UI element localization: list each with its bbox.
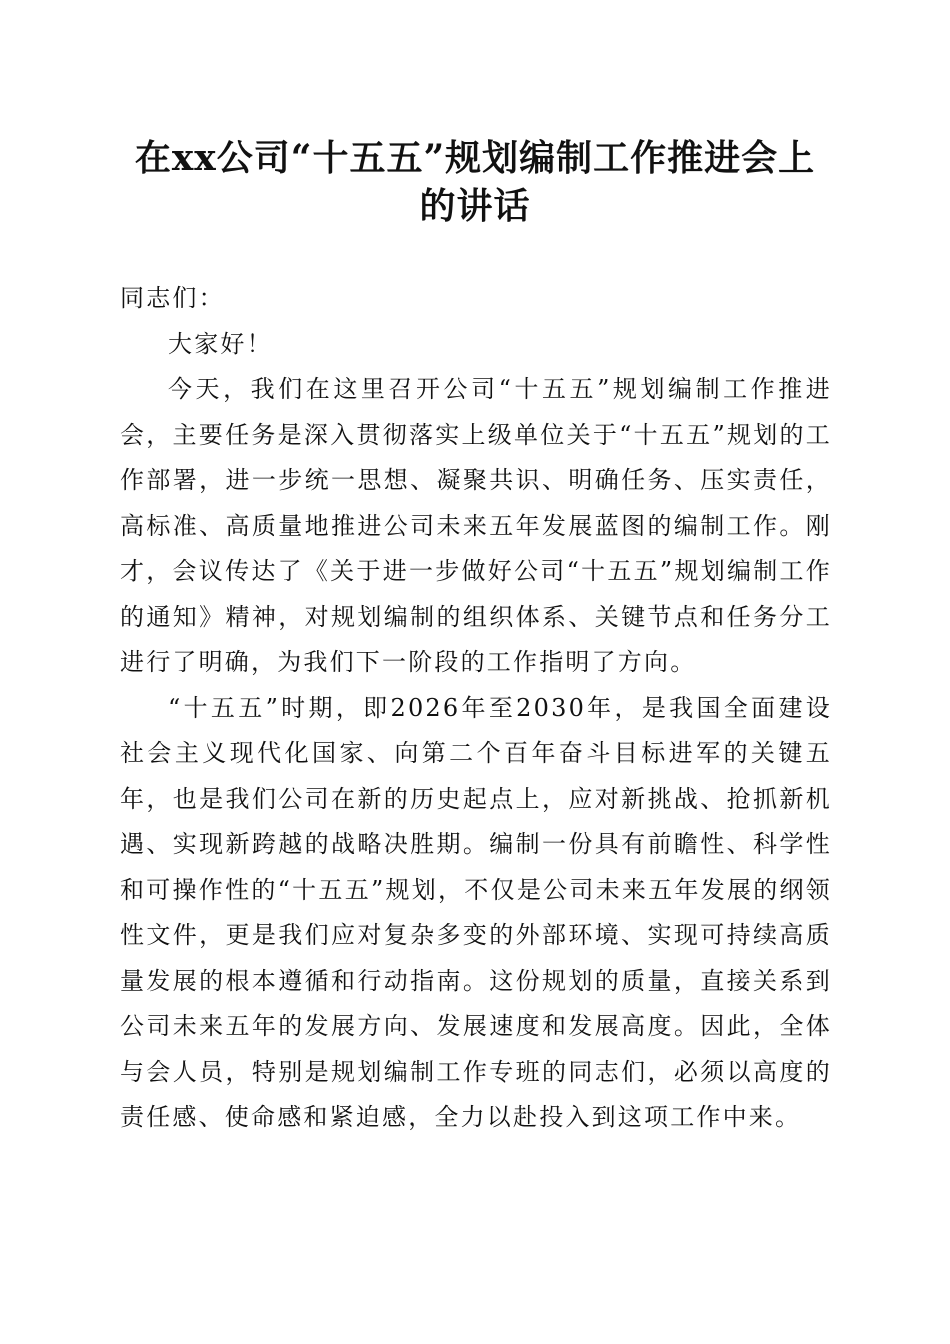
title-line-2: 的讲话 [419, 185, 531, 227]
greeting-paragraph: 大家好！ [168, 329, 273, 358]
salutation: 同志们： [120, 284, 225, 312]
body-paragraph: “十五五”时期，即2026年至2030年，是我国全面建设社会主义现代化国家、向第二个百年奋斗目标进军的关键五年，也是我们公司在新的历史起点上，应对新挑战、抢抓新机遇、实现新跨越的战略决胜期。编制一份具有前瞻性、科学性和可操作性的“十五五”规划，不仅是公司未来五年发展的纲领性文件，更是我们应对复杂多变的外部环境、实现可持续高质量发展的根本遵循和行动指南。这份规划的质量，直接关系到公司未来五年的发展方向、发展速度和发展高度。因此，全体与会人员，特别是规划编制工作专班的同志们，必须以高度的责任感、使命感和紧迫感，全力以赴投入到这项工作中来。 [120, 693, 832, 1131]
title-line-1: 在xx公司“十五五”规划编制工作推进会上 [134, 137, 816, 179]
body-paragraph: 今天，我们在这里召开公司“十五五”规划编制工作推进会，主要任务是深入贯彻落实上级单位关于“十五五”规划的工作部署，进一步统一思想、凝聚共识、明确任务、压实责任，高标准、高质量地推进公司未来五年发展蓝图的编制工作。刚才，会议传达了《关于进一步做好公司“十五五”规划编制工作的通知》精神，对规划编制的组织体系、关键节点和任务分工进行了明确，为我们下一阶段的工作指明了方向。 [120, 375, 832, 676]
document-title [110, 134, 840, 230]
document-body [120, 276, 832, 1141]
